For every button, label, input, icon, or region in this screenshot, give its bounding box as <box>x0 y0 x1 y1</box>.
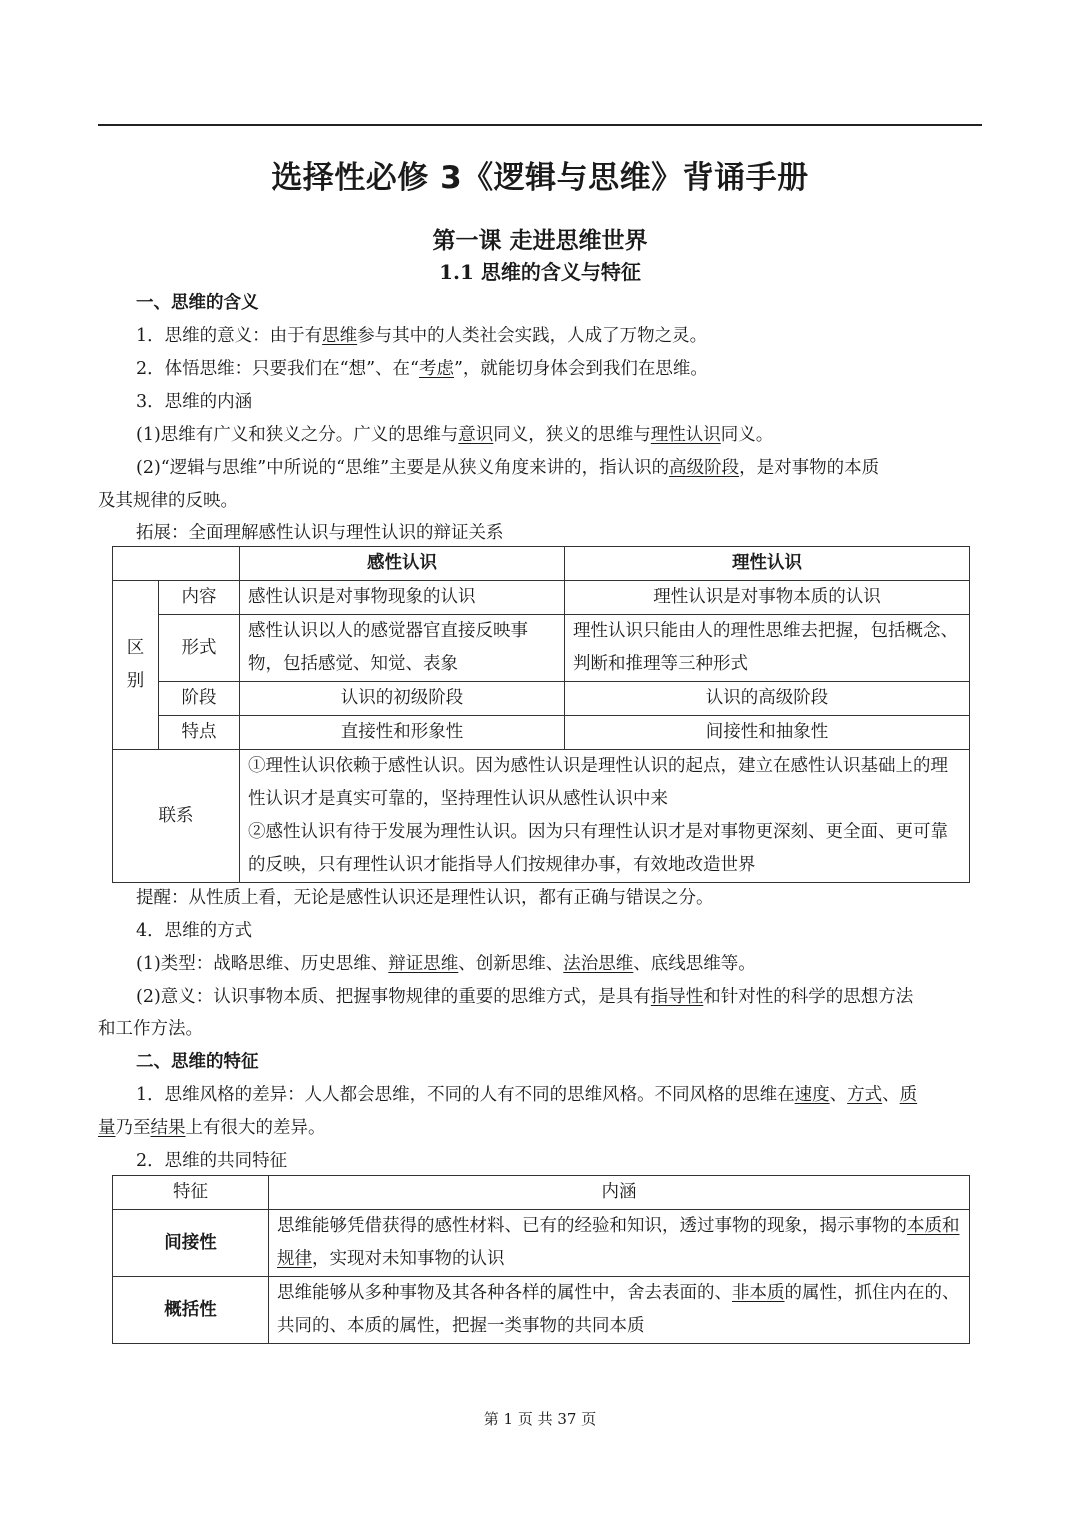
link-label: 联系 <box>113 750 240 883</box>
lesson-title: 第一课 走进思维世界 <box>432 227 648 254</box>
row-label: 特点 <box>159 716 240 750</box>
text-segment: 思维能够凭借获得的感性材料、已有的经验和知识，透过事物的现象，揭示事物的 <box>277 1216 907 1236</box>
features-table <box>112 1175 970 1344</box>
text-segment: ”，就能切身体会到我们在思维。 <box>453 359 708 379</box>
text-segment: 2．体悟思维：只要我们在“想”、在“ <box>136 359 419 379</box>
table-cell: 认识的高级阶段 <box>565 682 970 716</box>
text-segment: ，实现对未知事物的认识 <box>312 1249 505 1269</box>
table-header-cell: 内涵 <box>269 1176 970 1210</box>
table-cell: 直接性和形象性 <box>240 716 565 750</box>
underlined-term: 思维 <box>322 326 358 346</box>
table-row <box>113 615 970 682</box>
text-segment: 乃至 <box>115 1118 151 1138</box>
table-header-cell: 感性认识 <box>240 547 565 581</box>
underlined-term: 高级阶段 <box>669 458 740 478</box>
comparison-table <box>112 546 970 883</box>
paragraph-narrow-meaning <box>136 452 982 485</box>
text-segment: 和针对性的科学的思想方法 <box>703 987 914 1007</box>
table-row <box>113 1277 970 1344</box>
paragraph-thinking-modes: 4．思维的方式 <box>136 921 253 941</box>
paragraph-style-difference-cont <box>98 1112 982 1145</box>
paragraph-connotation: 3．思维的内涵 <box>136 392 253 412</box>
underlined-term: 速度 <box>794 1085 830 1105</box>
underlined-term: 非本质 <box>732 1283 785 1303</box>
extension-note: 拓展：全面理解感性认识与理性认识的辩证关系 <box>136 523 504 543</box>
table-cell: 间接性和抽象性 <box>565 716 970 750</box>
text-segment: (1)类型：战略思维、历史思维、 <box>136 954 389 974</box>
page-footer: 第 1 页 共 37 页 <box>483 1410 597 1428</box>
table-cell: 理性认识只能由人的理性思维去把握，包括概念、判断和推理等三种形式 <box>565 615 970 682</box>
table-cell <box>269 1277 970 1344</box>
text-segment: (2)意义：认识事物本质、把握事物规律的重要的思维方式，是具有 <box>136 987 651 1007</box>
paragraph-narrow-meaning-cont: 及其规律的反映。 <box>98 491 238 511</box>
table-header-empty <box>113 547 240 581</box>
underlined-term: 量 <box>98 1118 116 1138</box>
underlined-term: 质 <box>899 1085 918 1105</box>
text-segment: 、底线思维等。 <box>633 954 756 974</box>
document-title: 选择性必修 3《逻辑与思维》背诵手册 <box>271 160 809 196</box>
group-label-char: 别 <box>126 671 145 691</box>
table-cell <box>269 1210 970 1277</box>
text-segment: 、 <box>882 1085 900 1105</box>
header-rule <box>98 124 982 126</box>
reminder-note: 提醒：从性质上看，无论是感性认识还是理性认识，都有正确与错误之分。 <box>136 888 714 908</box>
table-cell: 认识的初级阶段 <box>240 682 565 716</box>
underlined-term: 指导性 <box>650 987 704 1007</box>
text-segment: 、 <box>829 1085 848 1105</box>
text-segment: 的属性，抓住内在的、共同的、本质的属性，把握一类事物的共同本质 <box>277 1283 960 1336</box>
link-text: ②感性认识有待于发展为理性认识。因为只有理性认识才是对事物更深刻、更全面、更可靠的反映，只有理性认识才能指导人们按规律办事，有效地改造世界 <box>248 822 948 875</box>
text-segment: 思维能够从多种事物及其各种各样的属性中，舍去表面的、 <box>277 1283 732 1303</box>
paragraph-mode-types <box>136 948 982 981</box>
text-segment: 上有很大的差异。 <box>185 1118 326 1138</box>
text-segment: 、创新思维、 <box>458 954 564 974</box>
table-cell: 感性认识是对事物现象的认识 <box>240 581 565 615</box>
group-label-char: 区 <box>126 638 145 658</box>
text-segment: 同义。 <box>720 425 774 445</box>
row-label: 内容 <box>159 581 240 615</box>
paragraph-mode-significance-cont: 和工作方法。 <box>98 1019 203 1039</box>
text-segment: 1．思维风格的差异：人人都会思维，不同的人有不同的思维风格。不同风格的思维在 <box>136 1085 795 1105</box>
underlined-term: 意识 <box>458 425 494 445</box>
row-label: 形式 <box>159 615 240 682</box>
table-header-row <box>113 1176 970 1210</box>
paragraph-common-features: 2．思维的共同特征 <box>136 1151 288 1171</box>
section-title: 1.1 思维的含义与特征 <box>439 260 641 284</box>
table-cell: 理性认识是对事物本质的认识 <box>565 581 970 615</box>
underlined-term: 理性认识 <box>650 425 721 445</box>
table-header-cell: 理性认识 <box>565 547 970 581</box>
paragraph-broad-narrow <box>136 419 982 452</box>
text-segment: 同义，狭义的思维与 <box>493 425 651 445</box>
group-label-difference <box>113 581 159 750</box>
table-row <box>113 716 970 750</box>
text-segment: 参与其中的人类社会实践，人成了万物之灵。 <box>357 326 708 346</box>
text-segment: 1．思维的意义：由于有 <box>136 326 323 346</box>
feature-label: 间接性 <box>113 1210 269 1277</box>
link-text: ①理性认识依赖于感性认识。因为感性认识是理性认识的起点，建立在感性认识基础上的理性认识才是真实可靠的，坚持理性认识从感性认识中来 <box>248 756 948 809</box>
text-segment: (1)思维有广义和狭义之分。广义的思维与 <box>136 425 459 445</box>
underlined-term: 考虑 <box>418 359 454 379</box>
paragraph-style-difference <box>136 1079 982 1112</box>
underlined-term: 本质和规律 <box>277 1216 960 1269</box>
table-row <box>113 1210 970 1277</box>
table-header-cell: 特征 <box>113 1176 269 1210</box>
row-label: 阶段 <box>159 682 240 716</box>
heading-meaning: 一、思维的含义 <box>136 293 259 313</box>
text-segment: ，是对事物的本质 <box>739 458 880 478</box>
table-cell: 感性认识以人的感觉器官直接反映事物，包括感觉、知觉、表象 <box>240 615 565 682</box>
feature-label: 概括性 <box>113 1277 269 1344</box>
table-row <box>113 581 970 615</box>
text-segment: (2)“逻辑与思维”中所说的“思维”主要是从狭义角度来讲的，指认识的 <box>136 458 670 478</box>
table-header-row <box>113 547 970 581</box>
underlined-term: 结果 <box>150 1118 186 1138</box>
underlined-term: 方式 <box>847 1085 883 1105</box>
table-row-link <box>113 750 970 883</box>
underlined-term: 辩证思维 <box>388 954 459 974</box>
heading-features: 二、思维的特征 <box>136 1052 259 1072</box>
link-content <box>240 750 970 883</box>
paragraph-meaning-significance <box>136 320 982 353</box>
paragraph-experience-thinking <box>136 353 982 386</box>
table-row <box>113 682 970 716</box>
paragraph-mode-significance <box>136 981 982 1014</box>
underlined-term: 法治思维 <box>563 954 634 974</box>
